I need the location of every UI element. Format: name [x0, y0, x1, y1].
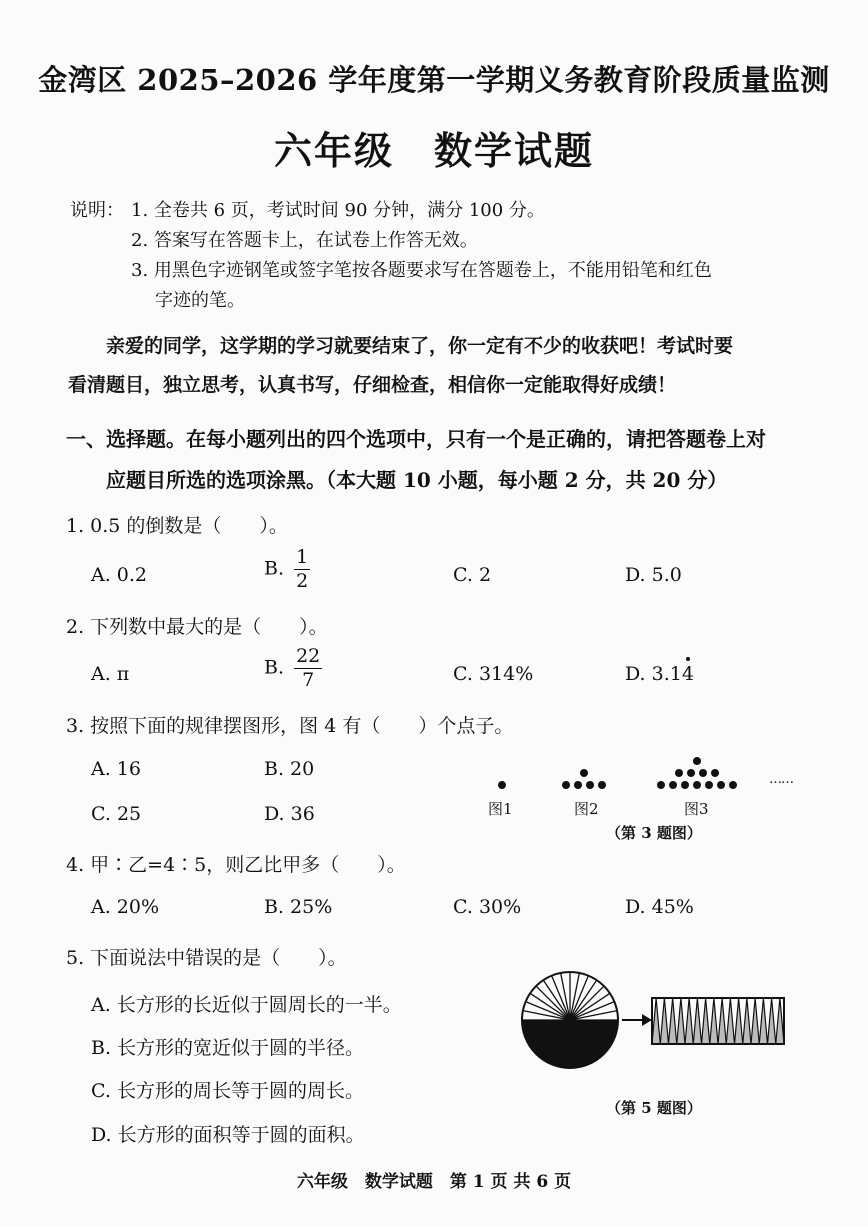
question-3-stem: 3. 按照下面的规律摆图形，图 4 有（ ）个点子。	[66, 715, 514, 737]
q1-option-b-prefix: B.	[264, 557, 285, 580]
pattern-dot	[693, 757, 701, 765]
sector-triangle	[768, 998, 776, 1044]
q3-option-c: C. 25	[91, 803, 142, 825]
sector-line	[570, 986, 604, 1020]
pattern-dot	[562, 781, 570, 789]
intro-line-2: 看清题目，独立思考，认真书写，仔细检查，相信你一定能取得好成绩！	[68, 374, 677, 396]
fig2-label: 图2	[574, 800, 599, 818]
q1-option-a: A. 0.2	[91, 564, 148, 586]
pattern-dot	[711, 769, 719, 777]
sector-triangle	[685, 998, 693, 1044]
sector-line	[570, 976, 588, 1020]
sector-line	[570, 1002, 614, 1020]
sector-triangle	[735, 998, 743, 1044]
subtitle-subject: 数学试题	[434, 128, 595, 173]
sector-triangle	[677, 998, 685, 1044]
pattern-dot	[580, 769, 588, 777]
pattern-dot	[574, 781, 582, 789]
q1-option-c: C. 2	[453, 564, 492, 586]
fraction-denominator: 2	[296, 570, 309, 592]
sector-line	[552, 976, 570, 1020]
q2-option-b-prefix: B.	[264, 656, 285, 679]
q2-option-c: C. 314%	[453, 663, 534, 685]
notes-prefix: 说明：	[70, 200, 124, 221]
sector-line	[530, 993, 570, 1020]
q5-option-a: A. 长方形的长近似于圆周长的一半。	[91, 994, 402, 1016]
sector-line	[543, 980, 570, 1020]
sector-triangle	[710, 998, 718, 1044]
q3-figure-caption: （第 3 题图）	[606, 824, 702, 842]
sectored-circle	[522, 972, 618, 1068]
sector-triangle	[776, 998, 784, 1044]
question-1-stem: 1. 0.5 的倒数是（ ）。	[66, 515, 288, 537]
section1-heading-line-2: 应题目所选的选项涂黑。（本大题 10 小题，每小题 2 分，共 20 分）	[106, 468, 728, 492]
q5-option-d: D. 长方形的面积等于圆的面积。	[91, 1124, 365, 1146]
fig1-label: 图1	[488, 800, 513, 818]
question-5-stem: 5. 下面说法中错误的是（ ）。	[66, 947, 347, 969]
sector-line	[570, 973, 579, 1020]
pattern-dot	[717, 781, 725, 789]
note-item-3-cont: 字迹的笔。	[155, 290, 245, 311]
note-item-2: 2. 答案写在答题卡上，在试卷上作答无效。	[131, 230, 478, 251]
pattern-dot	[687, 769, 695, 777]
q5-figure-caption: （第 5 题图）	[606, 1099, 702, 1117]
exam-subtitle	[0, 120, 868, 175]
pattern-dot	[657, 781, 665, 789]
q1-option-b	[264, 548, 310, 591]
question-4-stem: 4. 甲∶乙=4∶5，则乙比甲多（ ）。	[66, 854, 406, 876]
pattern-dot	[498, 781, 506, 789]
sector-line	[526, 1002, 570, 1020]
q2-option-d-main: D. 3.1	[625, 663, 682, 685]
q3-option-a: A. 16	[91, 758, 141, 780]
sector-line	[570, 993, 610, 1020]
fraction-numerator: 1	[296, 546, 309, 568]
q2-option-d	[625, 663, 694, 685]
pattern-dot	[681, 781, 689, 789]
subtitle-grade: 六年级	[273, 128, 394, 173]
sector-triangle	[726, 998, 734, 1044]
fraction-numerator: 22	[296, 645, 321, 667]
sector-triangle	[660, 998, 668, 1044]
q3-option-b: B. 20	[264, 758, 315, 780]
circle-bottom-half	[522, 1020, 618, 1068]
pattern-ellipsis: ……	[769, 772, 793, 787]
rearranged-rectangle	[652, 998, 784, 1044]
sector-line	[570, 1011, 617, 1020]
q5-option-b: B. 长方形的宽近似于圆的半径。	[91, 1037, 365, 1059]
q3-option-d: D. 36	[264, 803, 315, 825]
q4-option-a: A. 20%	[91, 896, 160, 918]
sector-triangle	[652, 998, 660, 1044]
question-2-stem: 2. 下列数中最大的是（ ）。	[66, 616, 328, 638]
sector-triangle	[669, 998, 677, 1044]
pattern-dot	[675, 769, 683, 777]
sector-line	[536, 986, 570, 1020]
repeating-digit: 4	[681, 663, 694, 685]
fraction-denominator: 7	[302, 669, 315, 691]
q1-option-d: D. 5.0	[625, 564, 682, 586]
q5-option-c: C. 长方形的周长等于圆的周长。	[91, 1080, 364, 1102]
sector-triangle	[751, 998, 759, 1044]
q4-option-b: B. 25%	[264, 896, 333, 918]
pattern-dot	[705, 781, 713, 789]
pattern-dot	[699, 769, 707, 777]
sector-triangle	[718, 998, 726, 1044]
sector-line	[561, 973, 570, 1020]
pattern-dot	[729, 781, 737, 789]
q2-option-b	[264, 647, 322, 690]
pattern-dot	[669, 781, 677, 789]
sector-triangle	[759, 998, 767, 1044]
q2-option-b-fraction	[294, 647, 322, 690]
intro-line-1: 亲爱的同学，这学期的学习就要结束了，你一定有不少的收获吧！考试时要	[106, 335, 734, 357]
circle-outline	[522, 972, 618, 1068]
page-footer: 六年级 数学试题 第 1 页 共 6 页	[296, 1172, 572, 1192]
pattern-dot	[693, 781, 701, 789]
section1-heading-line-1: 一、选择题。在每小题列出的四个选项中，只有一个是正确的，请把答题卷上对	[66, 427, 766, 451]
sector-line	[523, 1011, 570, 1020]
sector-triangle	[693, 998, 701, 1044]
sector-triangle	[702, 998, 710, 1044]
q4-option-d: D. 45%	[625, 896, 694, 918]
rectangle-outline	[652, 998, 784, 1044]
q4-option-c: C. 30%	[453, 896, 522, 918]
pattern-dot	[586, 781, 594, 789]
note-item-3: 3. 用黑色字迹钢笔或签字笔按各题要求写在答题卷上，不能用铅笔和红色	[131, 260, 712, 281]
exam-title: 金湾区 2025–2026 学年度第一学期义务教育阶段质量监测	[38, 63, 830, 97]
q2-option-a: A. π	[91, 663, 130, 685]
arrow-icon	[622, 1014, 652, 1026]
note-item-1: 1. 全卷共 6 页，考试时间 90 分钟，满分 100 分。	[131, 200, 545, 221]
fig3-label: 图3	[684, 800, 709, 818]
sector-triangle	[743, 998, 751, 1044]
sector-line	[570, 980, 597, 1020]
q1-option-b-fraction	[294, 548, 310, 591]
pattern-dot	[598, 781, 606, 789]
